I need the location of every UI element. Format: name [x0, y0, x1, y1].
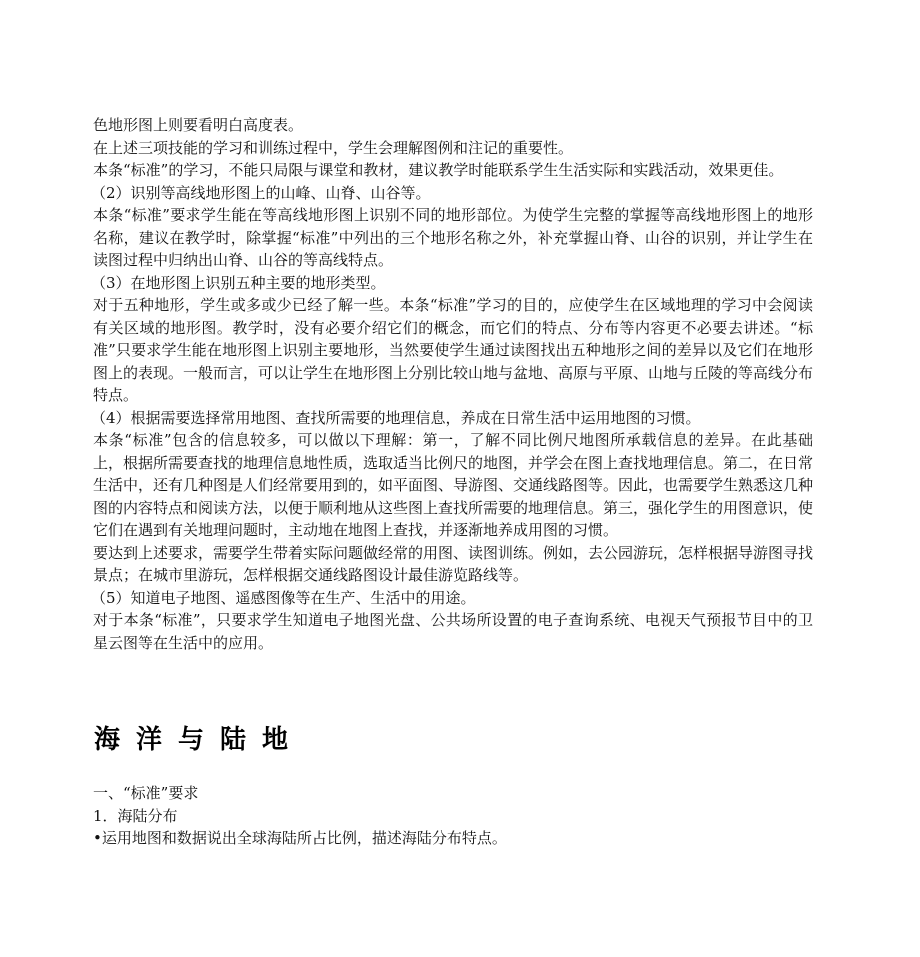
- numbered-item-2: （2）识别等高线地形图上的山峰、山脊、山谷等。: [91, 183, 431, 202]
- subheading: 1．海陆分布: [93, 806, 178, 825]
- bullet-item: •运用地图和数据说出全球海陆所占比例，描述海陆分布特点。: [93, 829, 507, 847]
- paragraph: 对于五种地形，学生或多或少已经了解一些。本条“标准”学习的目的，应使学生在区域地理的学习中会阅读有关区域的地形图。教学时，没有必要介绍它们的概念，而它们的特点、分布等内容更不必要去讲述。“标准”只要求学生能在地形图上识别主要地形，当然要使学生通过读图找出五种地形之间的差异以及它们在地形图上的表现。一般而言，可以让学生在地形图上分别比较山地与盆地、高原与平原、山地与丘陵的等高线分布特点。: [93, 296, 814, 404]
- numbered-item-5: （5）知道电子地图、遥感图像等在生产、生活中的用途。: [91, 588, 476, 607]
- requirements-block: [93, 782, 813, 850]
- requirements-heading: 一、“标准”要求: [93, 784, 199, 802]
- paragraph: 要达到上述要求，需要学生带着实际问题做经常的用图、读图训练。例如，去公园游玩，怎样根据导游图寻找景点；在城市里游玩，怎样根据交通线路图设计最佳游览路线等。: [93, 543, 814, 584]
- paragraph: 本条“标准”要求学生能在等高线地形图上识别不同的地形部位。为使学生完整的掌握等高线地形图上的地形名称，建议在教学时，除掌握“标准”中列出的三个地形名称之外，补充掌握山脊、山谷的识别，并让学生在读图过程中归纳出山脊、山谷的等高线特点。: [93, 206, 813, 269]
- paragraph: 对于本条“标准”，只要求学生知道电子地图光盘、公共场所设置的电子查询系统、电视天气预报节目中的卫星云图等在生活中的应用。: [93, 611, 813, 652]
- numbered-item-3: （3）在地形图上识别五种主要的地形类型。: [91, 273, 386, 292]
- paragraph: 本条“标准”的学习，不能只局限与课堂和教材，建议教学时能联系学生生活实际和实践活动，效果更佳。: [93, 161, 784, 179]
- numbered-item-4: （4）根据需要选择常用地图、查找所需要的地理信息，养成在日常生活中运用地图的习惯。: [91, 408, 701, 427]
- paragraph: 在上述三项技能的学习和训练过程中，学生会理解图例和注记的重要性。: [93, 138, 574, 157]
- paragraph: 本条“标准”包含的信息较多，可以做以下理解：第一，了解不同比例尺地图所承载信息的差异。在此基础上，根据所需要查找的地理信息地性质，选取适当比例尺的地图，并学会在图上查找地理信息。第二，在日常生活中，还有几种图是人们经常要用到的，如平面图、导游图、交通线路图等。因此，也需要学生熟悉这几种图的内容特点和阅读方法，以便于顺利地从这些图上查找所需要的地理信息。第三，强化学生的用图意识，使它们在遇到有关地理问题时，主动地在地图上查找，并逐渐地养成用图的习惯。: [93, 431, 814, 539]
- section-title: 海洋与陆地: [94, 725, 305, 755]
- paragraph: 色地形图上则要看明白高度表。: [93, 116, 304, 134]
- body-text: [93, 114, 813, 654]
